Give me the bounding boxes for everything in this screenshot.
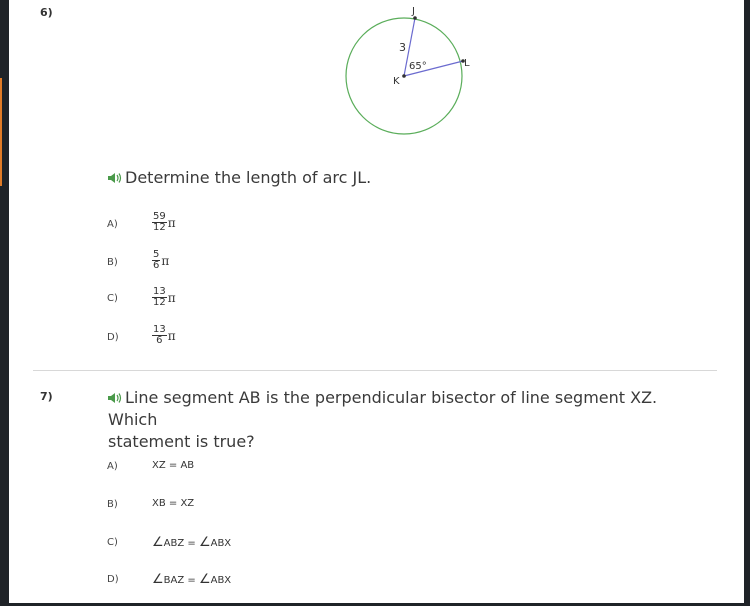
label-j: J — [412, 6, 415, 17]
q6-option-a-label[interactable]: A) — [107, 219, 118, 230]
angle-icon: ∠ — [152, 572, 164, 587]
q7-option-b-value[interactable]: XB = XZ — [152, 498, 195, 509]
window-frame-right — [744, 0, 750, 606]
q6-option-c-label[interactable]: C) — [107, 293, 118, 304]
q6-option-d-value[interactable]: $\frac{13}{6}$ π — [153, 324, 176, 346]
angle-icon: ∠ — [152, 535, 164, 550]
fraction: $\frac{59}{12}$ — [153, 211, 166, 233]
q7-option-d-value[interactable]: ∠BAZ = ∠ABX — [152, 572, 232, 587]
angle-icon: ∠ — [198, 572, 211, 587]
circle-diagram — [340, 0, 480, 140]
q7-option-b-label[interactable]: B) — [107, 499, 118, 510]
q6-option-a-value[interactable]: $\frac{59}{12}$ π — [153, 211, 176, 233]
frame-accent-strip — [0, 78, 2, 186]
label-l: L — [464, 58, 470, 69]
question-7-prompt — [108, 387, 708, 453]
q7-option-d-label[interactable]: D) — [107, 574, 119, 585]
question-7-text-line2: statement is true? — [108, 432, 255, 451]
speaker-icon[interactable] — [108, 392, 122, 404]
fraction: $\frac{5}{6}$ — [153, 249, 160, 271]
question-6-prompt — [108, 167, 371, 189]
q6-option-d-label[interactable]: D) — [107, 332, 119, 343]
question-divider — [33, 370, 717, 371]
q6-option-c-value[interactable]: $\frac{13}{12}$ π — [153, 286, 176, 308]
q6-option-b-label[interactable]: B) — [107, 257, 118, 268]
q7-option-c-value[interactable]: ∠ABZ = ∠ABX — [152, 535, 232, 550]
question-6-text: Determine the length of arc JL. — [125, 168, 372, 187]
q7-option-a-label[interactable]: A) — [107, 461, 118, 472]
speaker-icon[interactable] — [108, 172, 122, 184]
q6-option-b-value[interactable]: $\frac{5}{6}$ π — [153, 249, 170, 271]
q7-option-c-label[interactable]: C) — [107, 537, 118, 548]
label-k: K — [393, 76, 400, 87]
question-7-text-line1: Line segment AB is the perpendicular bisector of line segment XZ. Which — [108, 388, 658, 429]
angle-icon: ∠ — [198, 535, 211, 550]
question-7-number: 7) — [40, 390, 53, 403]
fraction: $\frac{13}{6}$ — [153, 324, 166, 346]
question-6-number: 6) — [40, 6, 53, 19]
q7-option-a-value[interactable]: XZ = AB — [152, 460, 195, 471]
point-k-dot — [402, 74, 406, 78]
label-radius: 3 — [399, 41, 406, 54]
fraction: $\frac{13}{12}$ — [153, 286, 166, 308]
label-angle: 65° — [409, 61, 427, 72]
